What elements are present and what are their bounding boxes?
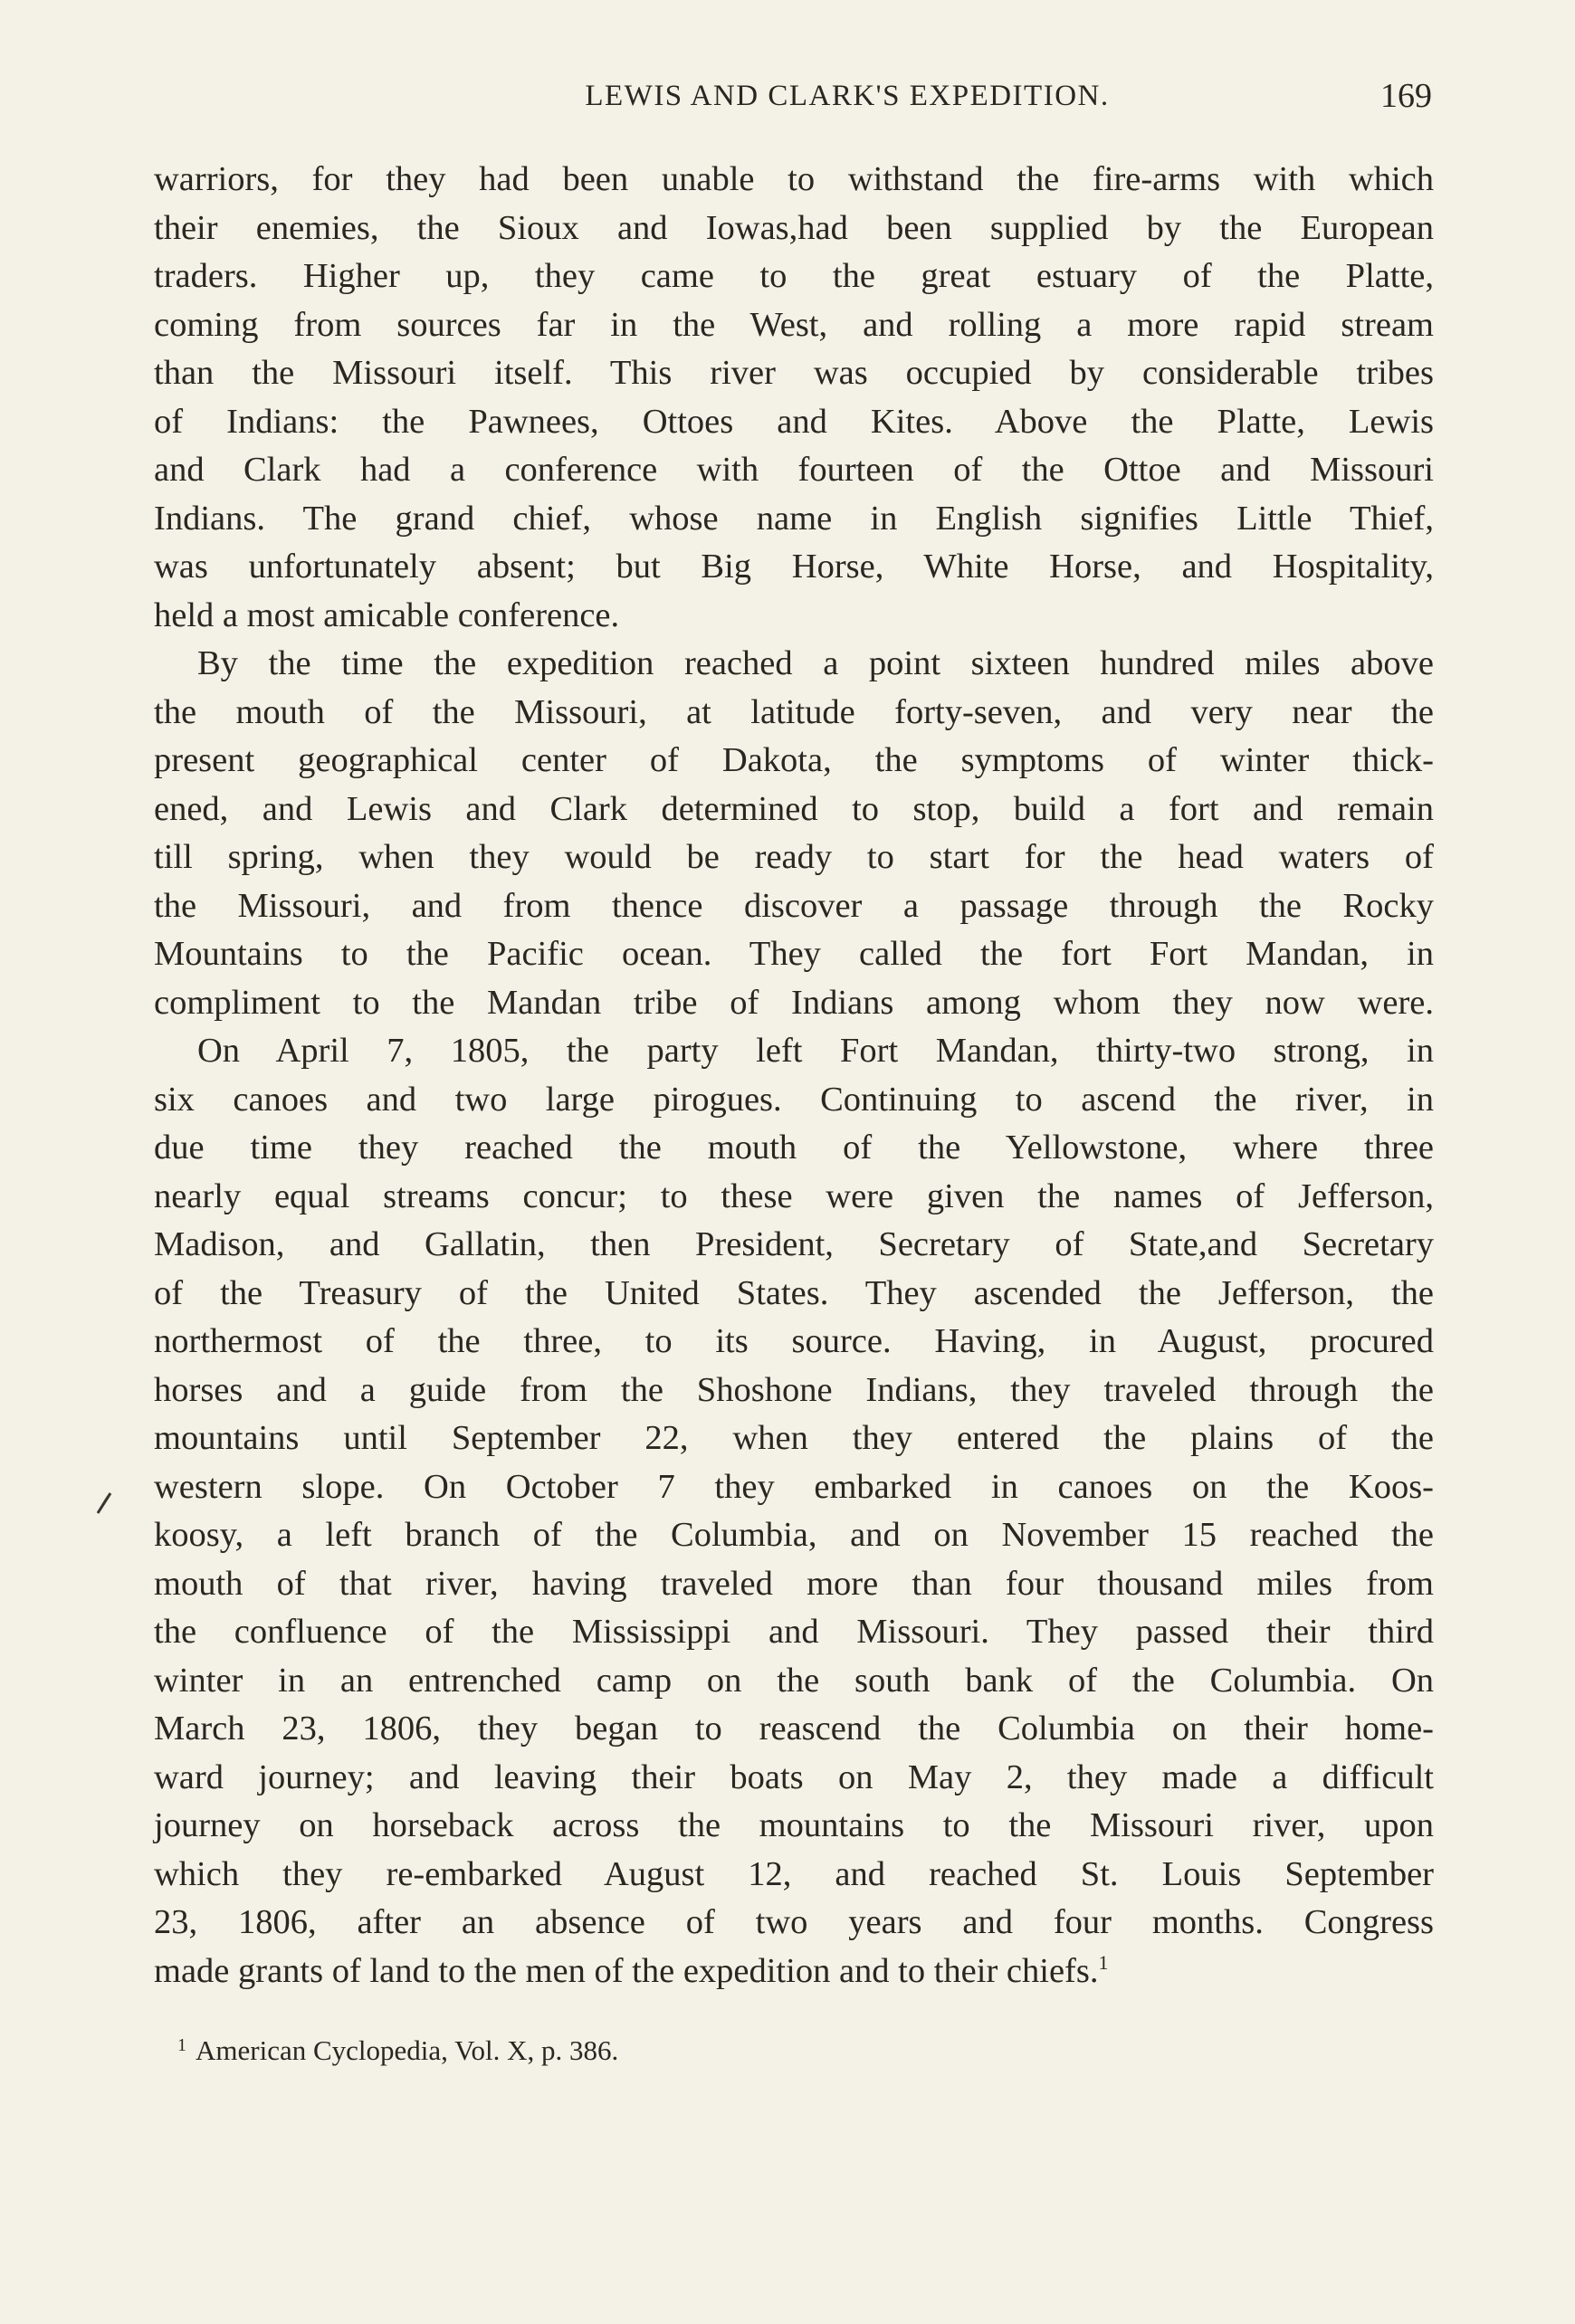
text-line: ened, and Lewis and Clark determined to stop, build a fort and remain: [154, 789, 1434, 828]
text-line-with-footnote: [154, 1948, 1434, 1996]
text-line: compliment to the Mandan tribe of Indians among whom they now were.: [154, 983, 1434, 1022]
page-number: 169: [1380, 77, 1432, 115]
text-line: coming from sources far in the West, and rolling a more rapid stream: [154, 305, 1434, 344]
text-line: 23, 1806, after an absence of two years and four months. Congress: [154, 1903, 1434, 1941]
running-title: LEWIS AND CLARK'S EXPEDITION.: [585, 80, 1110, 112]
text-line: horses and a guide from the Shoshone Indians, they traveled through the: [154, 1370, 1434, 1409]
text-line: present geographical center of Dakota, the symptoms of winter thick-: [154, 741, 1434, 779]
body-text: [154, 156, 1434, 1995]
paragraph-1: [154, 156, 1434, 640]
text-line: mouth of that river, having traveled more than four thousand miles from: [154, 1564, 1434, 1603]
text-line: of Indians: the Pawnees, Ottoes and Kites. Above the Platte, Lewis: [154, 402, 1434, 441]
text-line: which they re-embarked August 12, and reached St. Louis September: [154, 1854, 1434, 1893]
text-line: held a most amicable conference.: [154, 595, 620, 634]
text-line: mountains until September 22, when they entered the plains of the: [154, 1419, 1434, 1457]
text-line: the mouth of the Missouri, at latitude forty-seven, and very near the: [154, 692, 1434, 731]
footnote-reference[interactable]: 1: [1098, 1950, 1109, 1974]
text-line: due time they reached the mouth of the Yellowstone, where three: [154, 1129, 1434, 1167]
text-line: and Clark had a conference with fourteen of the Ottoe and Missouri: [154, 451, 1434, 489]
text-line: ward journey; and leaving their boats on May 2, they made a difficult: [154, 1757, 1434, 1796]
text-line: Mountains to the Pacific ocean. They called the fort Fort Mandan, in: [154, 935, 1434, 973]
text-line: their enemies, the Sioux and Iowas,had been supplied by the European: [154, 208, 1434, 247]
text-line: On April 7, 1805, the party left Fort Mandan, thirty-two strong, in: [197, 1032, 1434, 1070]
pencil-tick-mark-icon: [91, 1468, 127, 1522]
text-line: the Missouri, and from thence discover a passage through the Rocky: [154, 886, 1434, 925]
text-line: March 23, 1806, they began to reascend the Columbia on their home-: [154, 1710, 1434, 1748]
text-line: Madison, and Gallatin, then President, Secretary of State,and Secretary: [154, 1225, 1434, 1263]
footnote-marker: 1: [177, 2035, 186, 2055]
paragraph-3: [154, 1027, 1434, 1995]
text-line: koosy, a left branch of the Columbia, and on November 15 reached the: [154, 1516, 1434, 1554]
text-line: By the time the expedition reached a point sixteen hundred miles above: [197, 644, 1434, 682]
text-line: nearly equal streams concur; to these were given the names of Jefferson,: [154, 1176, 1434, 1215]
footnote: [177, 2034, 618, 2067]
text-line-content: made grants of land to the men of the expedition and to their chiefs.: [154, 1951, 1099, 1990]
text-line: six canoes and two large pirogues. Continuing to ascend the river, in: [154, 1080, 1434, 1119]
text-line: than the Missouri itself. This river was occupied by considerable tribes: [154, 354, 1434, 392]
text-line: traders. Higher up, they came to the great estuary of the Platte,: [154, 257, 1434, 295]
page-header: [154, 77, 1432, 125]
text-line: was unfortunately absent; but Big Horse, White Horse, and Hospitality,: [154, 548, 1434, 586]
text-line: journey on horseback across the mountains to the Missouri river, upon: [154, 1806, 1434, 1844]
text-line: Indians. The grand chief, whose name in English signifies Little Thief,: [154, 499, 1434, 538]
footnote-text: American Cyclopedia, Vol. X, p. 386.: [196, 2034, 619, 2066]
text-line: till spring, when they would be ready to start for the head waters of: [154, 838, 1434, 876]
text-line: winter in an entrenched camp on the south bank of the Columbia. On: [154, 1661, 1434, 1700]
paragraph-2: [154, 640, 1434, 1027]
text-line: northermost of the three, to its source. Having, in August, procured: [154, 1322, 1434, 1360]
text-line: warriors, for they had been unable to withstand the fire-arms with which: [154, 160, 1434, 198]
text-line: of the Treasury of the United States. They ascended the Jefferson, the: [154, 1273, 1434, 1312]
text-line: western slope. On October 7 they embarked in canoes on the Koos-: [154, 1467, 1434, 1506]
text-line: the confluence of the Mississippi and Missouri. They passed their third: [154, 1613, 1434, 1651]
